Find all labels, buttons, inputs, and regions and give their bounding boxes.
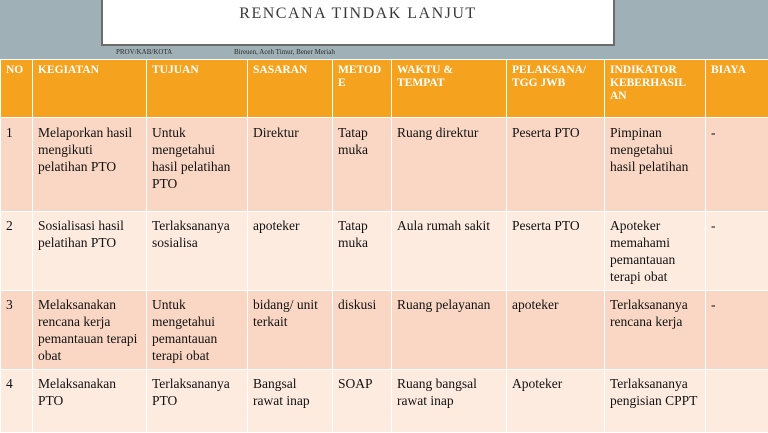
header-metode: METOD E — [333, 60, 392, 118]
cell-sasaran: bidang/ unit terkait — [248, 291, 333, 370]
header-waktu: WAKTU & TEMPAT — [392, 60, 507, 118]
cell-sasaran: Bangsal rawat inap — [248, 370, 333, 433]
header-kegiatan: KEGIATAN — [33, 60, 147, 118]
cell-kegiatan: Melaporkan hasil mengikuti pelatihan PTO — [33, 118, 147, 212]
header-indikator: INDIKATOR KEBERHASIL AN — [605, 60, 706, 118]
cell-waktu: Ruang direktur — [392, 118, 507, 212]
title-box — [101, 0, 615, 46]
header-sasaran: SASARAN — [248, 60, 333, 118]
cell-waktu: Ruang pelayanan — [392, 291, 507, 370]
prov-value: Bireuen, Aceh Timur, Bener Meriah — [234, 48, 335, 56]
cell-tujuan: Untuk mengetahui hasil pelatihan PTO — [147, 118, 248, 212]
cell-biaya: - — [706, 291, 768, 370]
slide-title: RENCANA TINDAK LANJUT — [239, 5, 477, 22]
cell-kegiatan: Melaksanakan rencana kerja pemantauan terapi obat — [33, 291, 147, 370]
cell-pelaksana: Peserta PTO — [507, 212, 605, 291]
cell-indikator: Pimpinan mengetahui hasil pelatihan — [605, 118, 706, 212]
cell-no: 2 — [1, 212, 33, 291]
cell-waktu: Ruang bangsal rawat inap — [392, 370, 507, 433]
cell-kegiatan: Melaksanakan PTO — [33, 370, 147, 433]
cell-no: 3 — [1, 291, 33, 370]
cell-waktu: Aula rumah sakit — [392, 212, 507, 291]
header-pelaksana: PELAKSANA/ TGG JWB — [507, 60, 605, 118]
cell-no: 1 — [1, 118, 33, 212]
cell-pelaksana: Apoteker — [507, 370, 605, 433]
cell-indikator: Apoteker memahami pemantauan terapi obat — [605, 212, 706, 291]
table-row — [1, 370, 768, 433]
cell-tujuan: Untuk mengetahui pemantauan terapi obat — [147, 291, 248, 370]
table-row — [1, 291, 768, 370]
prov-label: PROV/KAB/KOTA — [116, 48, 173, 56]
cell-no: 4 — [1, 370, 33, 433]
cell-biaya: - — [706, 212, 768, 291]
cell-tujuan: Terlaksananya sosialisa — [147, 212, 248, 291]
cell-tujuan: Terlaksananya PTO — [147, 370, 248, 433]
cell-metode: SOAP — [333, 370, 392, 433]
cell-kegiatan: Sosialisasi hasil pelatihan PTO — [33, 212, 147, 291]
cell-pelaksana: apoteker — [507, 291, 605, 370]
cell-pelaksana: Peserta PTO — [507, 118, 605, 212]
cell-indikator: Terlaksananya pengisian CPPT — [605, 370, 706, 433]
header-tujuan: TUJUAN — [147, 60, 248, 118]
cell-biaya — [706, 370, 768, 433]
cell-metode: Tatap muka — [333, 212, 392, 291]
header-biaya: BIAYA — [706, 60, 768, 118]
cell-metode: diskusi — [333, 291, 392, 370]
table-row — [1, 118, 768, 212]
cell-sasaran: apoteker — [248, 212, 333, 291]
cell-metode: Tatap muka — [333, 118, 392, 212]
action-plan-table — [0, 59, 768, 433]
cell-biaya: - — [706, 118, 768, 212]
cell-indikator: Terlaksananya rencana kerja — [605, 291, 706, 370]
cell-sasaran: Direktur — [248, 118, 333, 212]
table-row — [1, 212, 768, 291]
header-row — [1, 60, 768, 118]
header-no: NO — [1, 60, 33, 118]
